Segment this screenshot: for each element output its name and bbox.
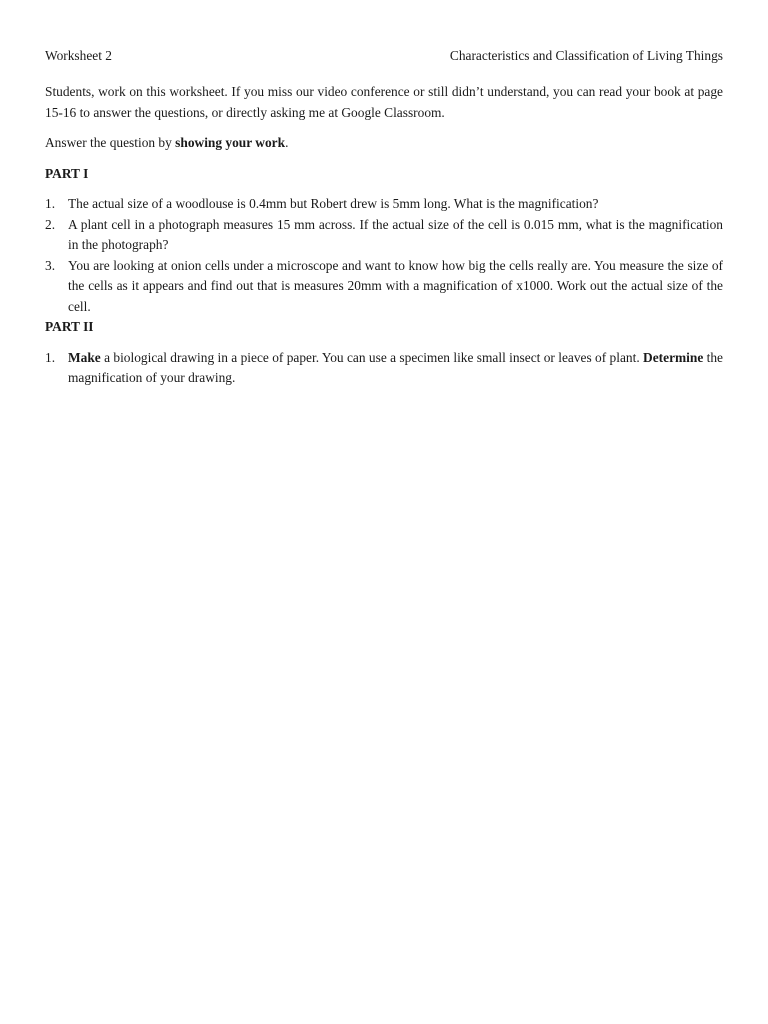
part-2-title: PART II xyxy=(45,319,94,334)
question-number: 2. xyxy=(45,216,56,232)
question-bold-verb-make: Make xyxy=(68,349,101,365)
question-text: A plant cell in a photograph measures 15 mm across. If the actual size of the cell is 0.015 mm, what is the magnification in the photograph? xyxy=(68,216,723,252)
instruction-emphasis: showing your work xyxy=(175,135,286,150)
instruction-suffix: . xyxy=(285,135,289,150)
intro-paragraph: Students, work on this worksheet. If you miss our video conference or still didn’t understand, you can read your book at page 15-16 to answer the questions, or directly asking me at Google Classroom. xyxy=(45,84,723,120)
question-bold-verb-determine: Determine xyxy=(643,349,704,365)
part-2-question-list xyxy=(45,348,723,389)
question-text: The actual size of a woodlouse is 0.4mm but Robert drew is 5mm long. What is the magnification? xyxy=(68,196,599,211)
part-1-title: PART I xyxy=(45,165,89,181)
worksheet-page xyxy=(45,46,723,389)
part-1-question-list xyxy=(45,194,723,317)
instruction-prefix: Answer the question by xyxy=(45,135,176,150)
question-text-part-2: the magnification of your drawing. xyxy=(68,349,723,385)
part-2-question-1 xyxy=(45,348,723,389)
question-text xyxy=(68,348,723,389)
question-text: You are looking at onion cells under a microscope and want to know how big the cells really are. You measure the size of the cells as it appears and find out that is measures 20mm with a magnification of x1000. Work out the actual size of the cell. xyxy=(68,257,723,314)
question-number: 1. xyxy=(45,349,56,365)
part-1-question-3 xyxy=(45,256,723,318)
question-number: 1. xyxy=(45,196,56,211)
worksheet-number: Worksheet 2 xyxy=(45,48,112,63)
part-1-question-2 xyxy=(45,215,723,256)
page-header xyxy=(45,46,723,66)
question-number: 3. xyxy=(45,257,56,273)
instruction-line xyxy=(45,133,723,154)
worksheet-topic: Characteristics and Classification of Living Things xyxy=(449,48,723,63)
question-text-part-1: a biological drawing in a piece of paper. You can use a specimen like small insect or leaves of plant. xyxy=(100,349,644,365)
part-1-question-1 xyxy=(45,194,723,215)
